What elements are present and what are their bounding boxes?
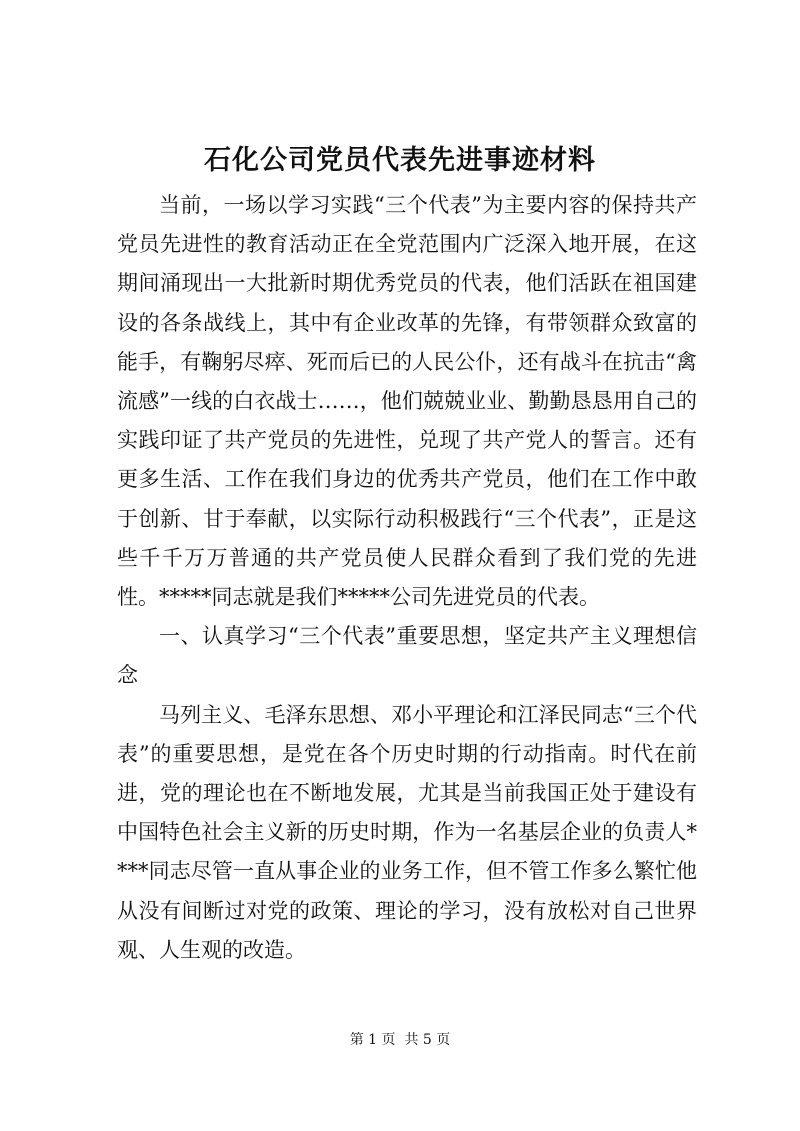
section-heading: 一、认真学习“三个代表”重要思想，坚定共产主义理想信念 — [117, 624, 697, 688]
document-body — [117, 186, 697, 970]
page-indicator: 第 1 页 共 5 页 — [349, 1032, 451, 1048]
page-footer — [0, 1030, 800, 1050]
document-title: 石化公司党员代表先进事迹材料 — [204, 145, 596, 176]
body-paragraph: 马列主义、毛泽东思想、邓小平理论和江泽民同志“三个代表”的重要思想，是党在各个历史时期的行动指南。时代在前进，党的理论也在不断地发展，尤其是当前我国正处于建设有中国特色社会主义新的历史时期，作为一名基层企业的负责人****同志尽管一直从事企业的业务工作，但不管工作多么繁忙他从没有间断过对党的政策、理论的学习，没有放松对自己世界观、人生观的改造。 — [117, 702, 697, 962]
intro-paragraph: 当前，一场以学习实践“三个代表”为主要内容的保持共产党员先进性的教育活动正在全党范围内广泛深入地开展，在这期间涌现出一大批新时期优秀党员的代表，他们活跃在祖国建设的各条战线上，其中有企业改革的先锋，有带领群众致富的能手，有鞠躬尽瘁、死而后已的人民公仆，还有战斗在抗击“禽流感”一线的白衣战士……，他们兢兢业业、勤勤恳恳用自己的实践印证了共产党员的先进性，兑现了共产党人的誓言。还有更多生活、工作在我们身边的优秀共产党员，他们在工作中敢于创新、甘于奉献，以实际行动积极践行“三个代表”，正是这些千千万万普通的共产党员使人民群众看到了我们党的先进性。*****同志就是我们*****公司先进党员的代表。 — [117, 193, 697, 610]
